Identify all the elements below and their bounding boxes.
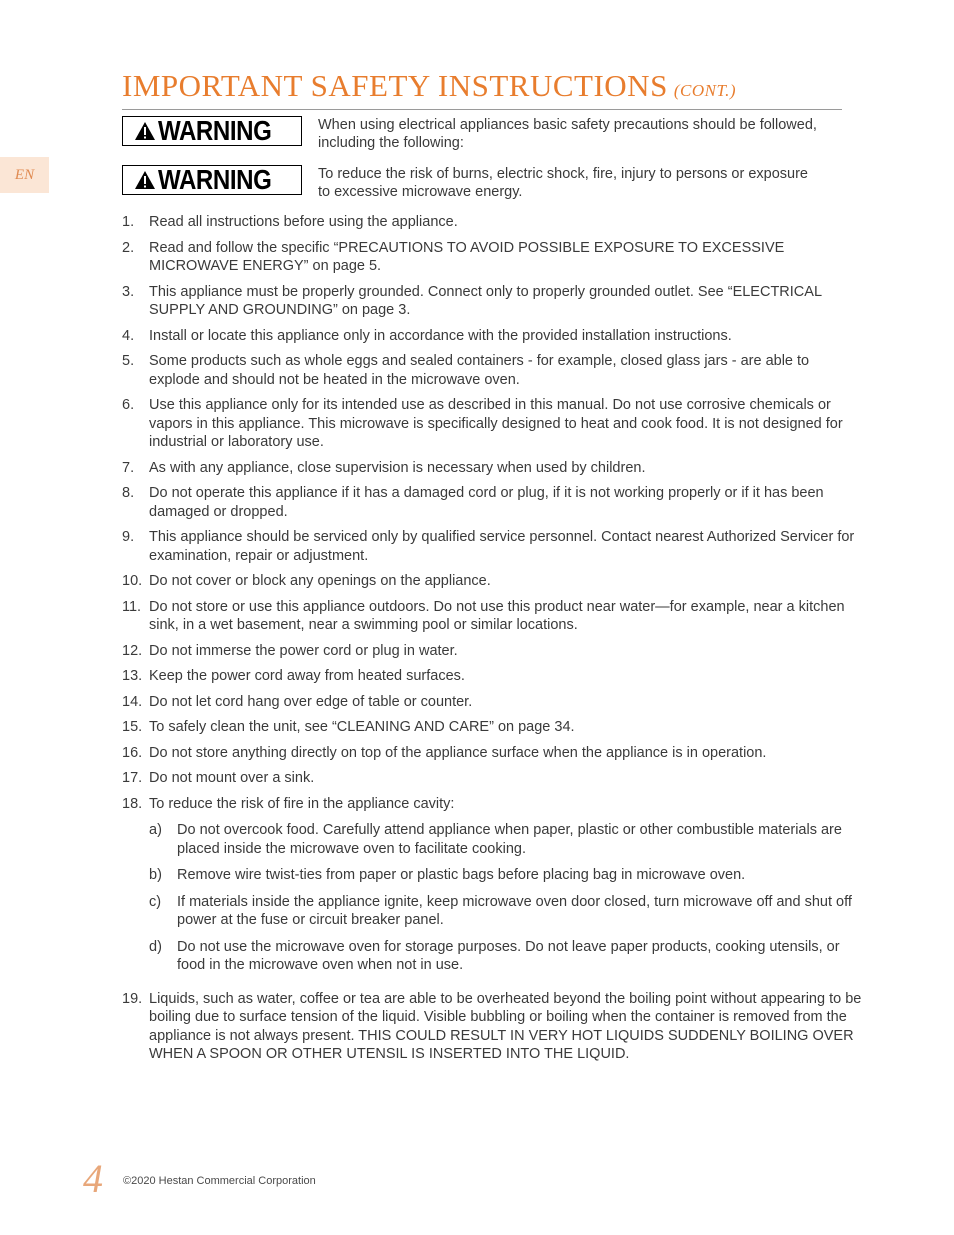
item-text: Do not immerse the power cord or plug in water. [149, 642, 458, 659]
list-item [122, 484, 862, 521]
item-number: 14. [122, 693, 143, 710]
item-text: Read all instructions before using the appliance. [149, 214, 458, 230]
list-item [122, 795, 862, 983]
item-text: To reduce the risk of fire in the appliance cavity: [149, 795, 455, 812]
list-item [122, 327, 862, 346]
sub-item [149, 938, 862, 975]
item-text: Do not let cord hang over edge of table or counter. [149, 693, 473, 710]
warning-block-1 [122, 116, 818, 152]
page-number: 4 [83, 1156, 103, 1201]
warning-badge [122, 116, 302, 146]
sub-item-label: b) [149, 867, 162, 883]
sub-item-text: If materials inside the appliance ignite, keep microwave oven door closed, turn microwave off and shut off power at the fuse or circuit breaker panel. [177, 893, 852, 928]
item-number: 5. [122, 353, 135, 369]
sub-item-label: c) [149, 893, 162, 910]
item-number: 19. [122, 990, 143, 1007]
warning-triangle-icon [134, 170, 156, 190]
sub-item-text: Do not use the microwave oven for storage purposes. Do not leave paper products, cooking utensils, or food in the microwave oven when not in use. [177, 938, 840, 973]
item-number: 8. [122, 485, 135, 501]
sub-item-text: Remove wire twist-ties from paper or plastic bags before placing bag in microwave oven. [177, 867, 746, 883]
item-number: 7. [122, 459, 135, 476]
item-text: Use this appliance only for its intended use as described in this manual. Do not use corrosive chemicals or vapors in this appliance. This microwave is specifically designed to heat and cook food. It is not designed for industrial or laboratory use. [149, 397, 843, 450]
list-item [122, 693, 862, 712]
sub-item-label: d) [149, 938, 162, 955]
item-text: To safely clean the unit, see “CLEANING AND CARE” on page 34. [149, 719, 575, 735]
item-number: 10. [122, 573, 143, 589]
item-text: Read and follow the specific “PRECAUTIONS TO AVOID POSSIBLE EXPOSURE TO EXCESSIVE MICROWAVE ENERGY” on page 5. [149, 239, 785, 274]
list-item [122, 528, 862, 565]
item-text: Do not store or use this appliance outdoors. Do not use this product near water—for example, near a kitchen sink, in a wet basement, near a swimming pool or similar locations. [149, 598, 845, 633]
item-number: 11. [122, 598, 142, 615]
item-number: 12. [122, 642, 143, 659]
item-text: This appliance must be properly grounded. Connect only to properly grounded outlet. See “ELECTRICAL SUPPLY AND GROUNDING” on page 3. [149, 283, 822, 318]
list-item [122, 572, 862, 591]
list-item [122, 213, 862, 232]
item-text: Do not cover or block any openings on the appliance. [149, 573, 491, 589]
item-body [149, 795, 862, 983]
list-item [122, 239, 862, 276]
page-title [122, 70, 842, 107]
warning-block-2 [122, 165, 818, 201]
warning-badge [122, 165, 302, 195]
item-number: 16. [122, 744, 143, 761]
sub-item [149, 893, 862, 930]
item-number: 13. [122, 668, 143, 684]
language-tab: EN [0, 157, 49, 193]
list-item [122, 642, 862, 661]
title-continued: (CONT.) [673, 81, 737, 100]
list-item [122, 744, 862, 763]
list-item [122, 283, 862, 320]
item-text: Do not operate this appliance if it has a damaged cord or plug, if it is not working properly or if it has been damaged or dropped. [149, 485, 824, 520]
list-item [122, 769, 862, 788]
safety-instructions-list [122, 213, 862, 1071]
page-header [122, 70, 842, 110]
item-text: Liquids, such as water, coffee or tea are able to be overheated beyond the boiling point without appearing to be boiling due to surface tension of the liquid. Visible bubbling or boiling when the container is removed from the appliance is not always present. THIS COULD RESULT IN VERY HOT LIQUIDS SUDDENLY BOILING OVER WHEN A SPOON OR OTHER UTENSIL IS INSERTED INTO THE LIQUID. [149, 990, 862, 1062]
item-text: As with any appliance, close supervision is necessary when used by children. [149, 459, 646, 476]
list-item [122, 598, 862, 635]
list-item [122, 352, 862, 389]
item-text: Do not mount over a sink. [149, 770, 315, 786]
list-item [122, 667, 862, 686]
item-text: Some products such as whole eggs and sealed containers - for example, closed glass jars - are able to explode and should not be heated in the microwave oven. [149, 353, 810, 388]
item-number: 17. [122, 770, 143, 786]
warning-label: WARNING [158, 164, 272, 195]
item-text: Keep the power cord away from heated surfaces. [149, 668, 465, 684]
sub-item-text: Do not overcook food. Carefully attend appliance when paper, plastic or other combustible materials are placed inside the microwave oven to facilitate cooking. [177, 822, 842, 857]
list-item [122, 459, 862, 478]
item-number: 9. [122, 529, 135, 545]
item-text: This appliance should be serviced only by qualified service personnel. Contact nearest Authorized Servicer for examination, repair or adjustment. [149, 529, 855, 564]
item-number: 18. [122, 795, 143, 812]
warning-label: WARNING [158, 115, 272, 146]
sub-item-label: a) [149, 822, 162, 838]
item-number: 2. [122, 239, 135, 256]
item-number: 6. [122, 397, 135, 413]
copyright-text: ©2020 Hestan Commercial Corporation [123, 1175, 316, 1187]
warning-text: To reduce the risk of burns, electric shock, fire, injury to persons or exposure to excessive microwave energy. [318, 166, 808, 200]
item-text: Install or locate this appliance only in accordance with the provided installation instructions. [149, 327, 732, 344]
warning-triangle-icon [134, 121, 156, 141]
item-number: 3. [122, 283, 135, 300]
list-item [122, 718, 862, 737]
page-title-text: IMPORTANT SAFETY INSTRUCTIONS [122, 68, 668, 103]
item-text: Do not store anything directly on top of the appliance surface when the appliance is in operation. [149, 744, 767, 761]
item-number: 15. [122, 719, 143, 735]
sub-item [149, 866, 862, 885]
item-number: 1. [122, 214, 135, 230]
sub-item [149, 821, 862, 858]
item-number: 4. [122, 327, 135, 344]
warning-text: When using electrical appliances basic safety precautions should be followed, including the following: [318, 117, 817, 151]
list-item [122, 990, 862, 1064]
list-item [122, 396, 862, 452]
